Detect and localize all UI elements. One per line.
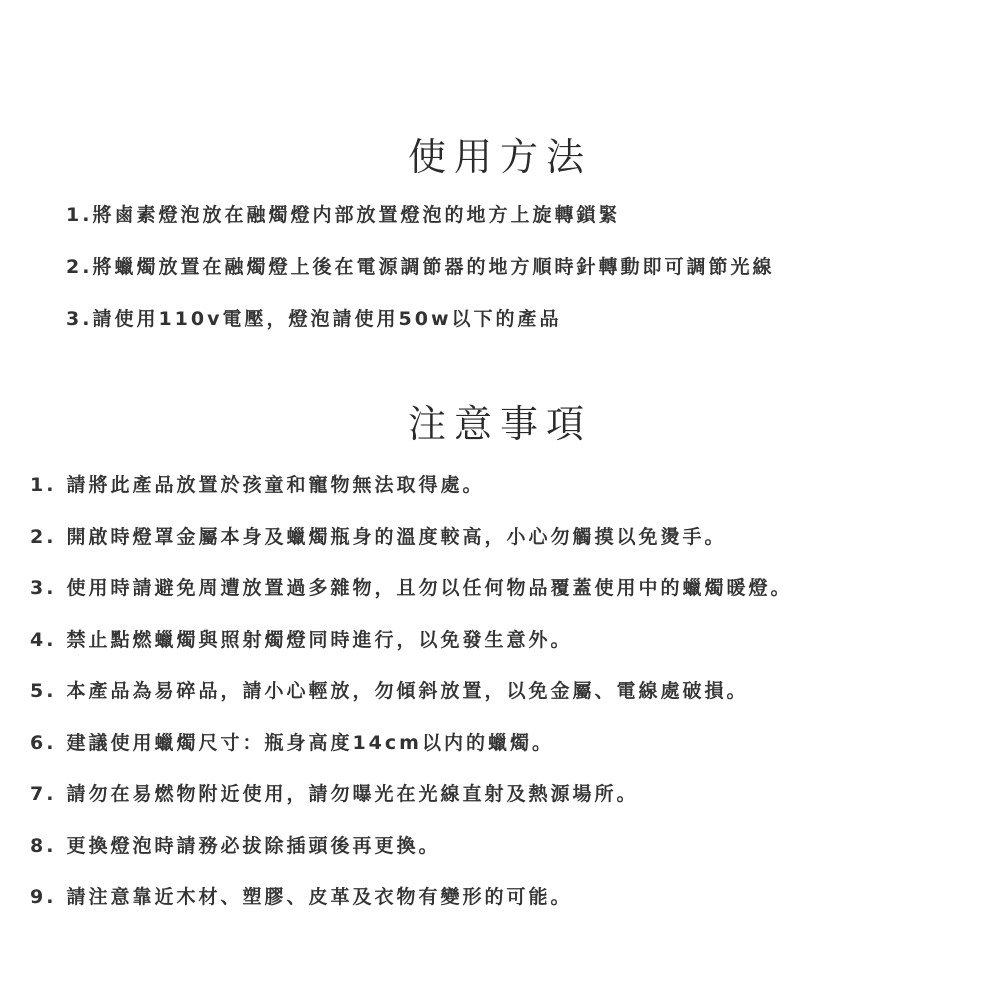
note-item-8 [30, 832, 792, 884]
note-item-7 [30, 780, 792, 832]
note-text: 使用時請避免周遭放置過多雜物，且勿以任何物品覆蓋使用中的蠟燭暖燈。 [66, 577, 793, 599]
note-number: 7. [30, 783, 57, 805]
step-number: 3. [66, 308, 93, 330]
note-number: 2. [30, 525, 57, 548]
step-text: 將鹵素燈泡放在融燭燈内部放置燈泡的地方上旋轉鎖緊 [92, 204, 621, 226]
note-text: 禁止點燃蠟燭與照射燭燈同時進行，以免發生意外。 [66, 628, 573, 651]
note-text: 開啟時燈罩金屬本身及蠟燭瓶身的溫度較高，小心勿觸摸以免燙手。 [66, 525, 727, 548]
note-text: 請勿在易燃物附近使用，請勿曝光在光線直射及熱源場所。 [66, 783, 639, 805]
note-item-2 [30, 523, 792, 575]
note-number: 6. [30, 731, 57, 754]
note-item-4 [30, 626, 792, 678]
usage-heading: 使用方法 [407, 135, 592, 179]
note-item-9 [30, 883, 792, 935]
usage-step-2 [66, 253, 774, 305]
note-item-5 [30, 677, 792, 729]
note-text: 請將此產品放置於孩童和寵物無法取得處。 [66, 474, 485, 496]
step-number: 1. [66, 204, 93, 226]
note-item-1 [30, 471, 792, 523]
note-number: 8. [30, 834, 57, 857]
usage-step-1 [66, 201, 774, 253]
note-number: 5. [30, 680, 57, 702]
note-text: 更換燈泡時請務必拔除插頭後再更換。 [66, 834, 441, 857]
note-item-3 [30, 574, 792, 626]
note-number: 1. [30, 474, 57, 496]
step-text: 請使用110v電壓，燈泡請使用50w以下的產品 [92, 308, 562, 330]
note-text: 本產品為易碎品，請小心輕放，勿傾斜放置，以免金屬、電線處破損。 [66, 680, 749, 702]
step-text: 將蠟燭放置在融燭燈上後在電源調節器的地方順時針轉動即可調節光線 [92, 256, 775, 278]
note-text: 請注意靠近木材、塑膠、皮革及衣物有變形的可能。 [66, 886, 573, 908]
step-number: 2. [66, 256, 93, 278]
note-number: 9. [30, 886, 57, 908]
note-text: 建議使用蠟燭尺寸：瓶身高度14cm以内的蠟燭。 [66, 731, 554, 754]
notes-list [30, 471, 792, 935]
usage-step-3 [66, 305, 774, 357]
notes-heading: 注意事項 [407, 402, 592, 446]
note-item-6 [30, 729, 792, 781]
usage-steps-list [66, 201, 774, 357]
note-number: 4. [30, 628, 57, 651]
note-number: 3. [30, 577, 57, 599]
